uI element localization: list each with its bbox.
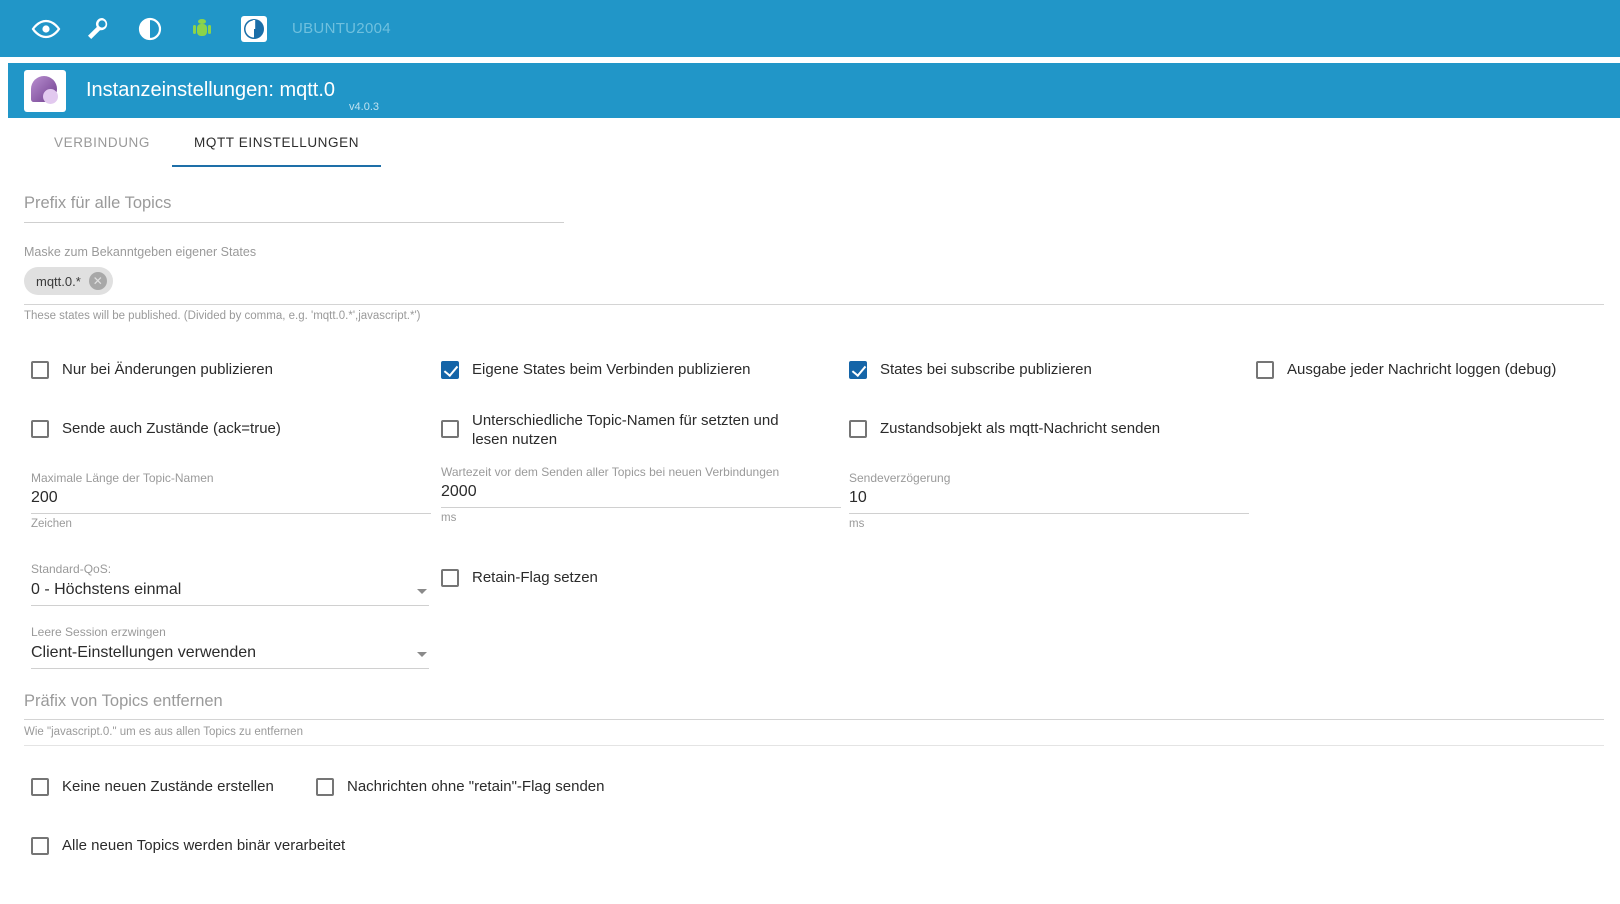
checkbox-label: Eigene States beim Verbinden publizieren [472,361,751,378]
checkbox-box[interactable] [1256,361,1274,379]
checkbox-label: Keine neuen Zustände erstellen [62,778,274,795]
field-max-topic-length[interactable] [31,472,431,530]
chevron-down-icon[interactable] [417,652,427,657]
checkbox-label: Retain-Flag setzen [472,569,598,586]
mask-chip-label: mqtt.0.* [36,273,81,289]
field-value[interactable]: 10 [849,489,1249,514]
prefix-field[interactable] [24,194,564,223]
field-value[interactable]: 200 [31,489,431,514]
checkbox-box[interactable] [31,778,49,796]
checkbox-box[interactable] [441,361,459,379]
mask-label: Maske zum Bekanntgeben eigener States [24,245,257,259]
field-unit: ms [441,512,457,524]
checkbox-states-bei-subscribe[interactable] [849,360,1092,379]
page-title: Instanzeinstellungen: mqtt.0 [86,79,336,101]
chevron-down-icon[interactable] [417,589,427,594]
select-value: Client-Einstellungen verwenden [31,644,257,661]
field-value[interactable]: 2000 [441,483,841,508]
tab-verbindung-label: VERBINDUNG [54,135,151,150]
mask-helper-text: These states will be published. (Divided by comma, e.g. 'mqtt.0.*',javascript.*') [24,310,421,322]
eye-icon[interactable] [22,9,70,49]
field-unit: Zeichen [31,518,72,530]
checkbox-sende-auch-zustaende[interactable] [31,419,281,438]
system-top-bar [0,0,1620,57]
tab-mqtt-einstellungen-label: MQTT EINSTELLUNGEN [194,135,360,150]
options-grid [24,344,1604,904]
select-standard-qos[interactable] [31,562,429,606]
checkbox-label: Nur bei Änderungen publizieren [62,361,273,378]
machine-name-label: UBUNTU2004 [292,20,391,37]
field-sendeverzoegerung[interactable] [849,472,1249,530]
mask-field [24,245,1604,322]
checkbox-box[interactable] [316,778,334,796]
mask-chip[interactable] [24,267,113,295]
remove-prefix-placeholder[interactable]: Präfix von Topics entfernen [24,692,1604,720]
remove-prefix-helper: Wie "javascript.0." um es aus allen Topics zu entfernen [24,726,303,738]
checkbox-label: Alle neuen Topics werden binär verarbeitet [62,837,346,854]
checkbox-alle-neuen-topics-binaer[interactable] [31,836,345,855]
tab-bar [8,118,1620,168]
checkbox-box[interactable] [31,361,49,379]
android-icon[interactable] [178,9,226,49]
field-label: Wartezeit vor dem Senden aller Topics bei neuen Verbindungen [441,465,780,479]
instance-settings-dialog [8,63,1620,896]
checkbox-label: States bei subscribe publizieren [880,361,1092,378]
checkbox-box[interactable] [441,420,459,438]
checkbox-box[interactable] [31,420,49,438]
checkbox-nur-bei-aenderungen[interactable] [31,360,273,379]
tab-verbindung[interactable] [32,118,172,167]
checkbox-zustandsobjekt-als-mqtt-nachricht[interactable] [849,419,1160,438]
select-leere-session[interactable] [31,625,429,669]
checkbox-ausgabe-jeder-nachricht-loggen[interactable] [1256,360,1556,379]
field-wartezeit[interactable] [441,466,841,524]
tab-mqtt-einstellungen[interactable] [172,118,381,167]
power-icon[interactable] [230,9,278,49]
prefix-input-placeholder[interactable]: Prefix für alle Topics [24,194,564,223]
checkbox-box[interactable] [31,837,49,855]
checkbox-label: Ausgabe jeder Nachricht loggen (debug) [1287,361,1557,378]
wrench-icon[interactable] [74,9,122,49]
checkbox-label: Unterschiedliche Topic-Namen für setzten und lesen nutzen [472,412,779,448]
field-remove-prefix[interactable] [24,692,1604,746]
field-label: Sendeverzögerung [849,471,951,485]
settings-form [8,194,1620,904]
close-icon[interactable]: ✕ [89,272,107,290]
checkbox-unterschiedliche-topic-namen[interactable] [441,411,802,449]
checkbox-keine-neuen-zustaende[interactable] [31,777,274,796]
checkbox-box[interactable] [849,420,867,438]
select-label: Standard-QoS: [31,562,112,576]
adapter-logo-icon [24,70,66,112]
checkbox-label: Nachrichten ohne "retain"-Flag senden [347,778,605,795]
checkbox-label: Zustandsobjekt als mqtt-Nachricht senden [880,420,1161,437]
section-divider [24,745,1604,746]
checkbox-nachrichten-ohne-retain[interactable] [316,777,604,796]
field-label: Maximale Länge der Topic-Namen [31,471,214,485]
select-control[interactable] [31,581,429,606]
checkbox-box[interactable] [849,361,867,379]
dialog-header [8,63,1620,118]
select-label: Leere Session erzwingen [31,625,166,639]
contrast-icon[interactable] [126,9,174,49]
select-control[interactable] [31,644,429,669]
checkbox-label: Sende auch Zustände (ack=true) [62,420,281,437]
mask-underline [24,304,1604,305]
checkbox-retain-flag-setzen[interactable] [441,568,598,587]
checkbox-eigene-states-beim-verbinden[interactable] [441,360,751,379]
select-value: 0 - Höchstens einmal [31,581,182,598]
version-label: v4.0.3 [349,101,380,113]
field-unit: ms [849,518,865,530]
checkbox-box[interactable] [441,569,459,587]
